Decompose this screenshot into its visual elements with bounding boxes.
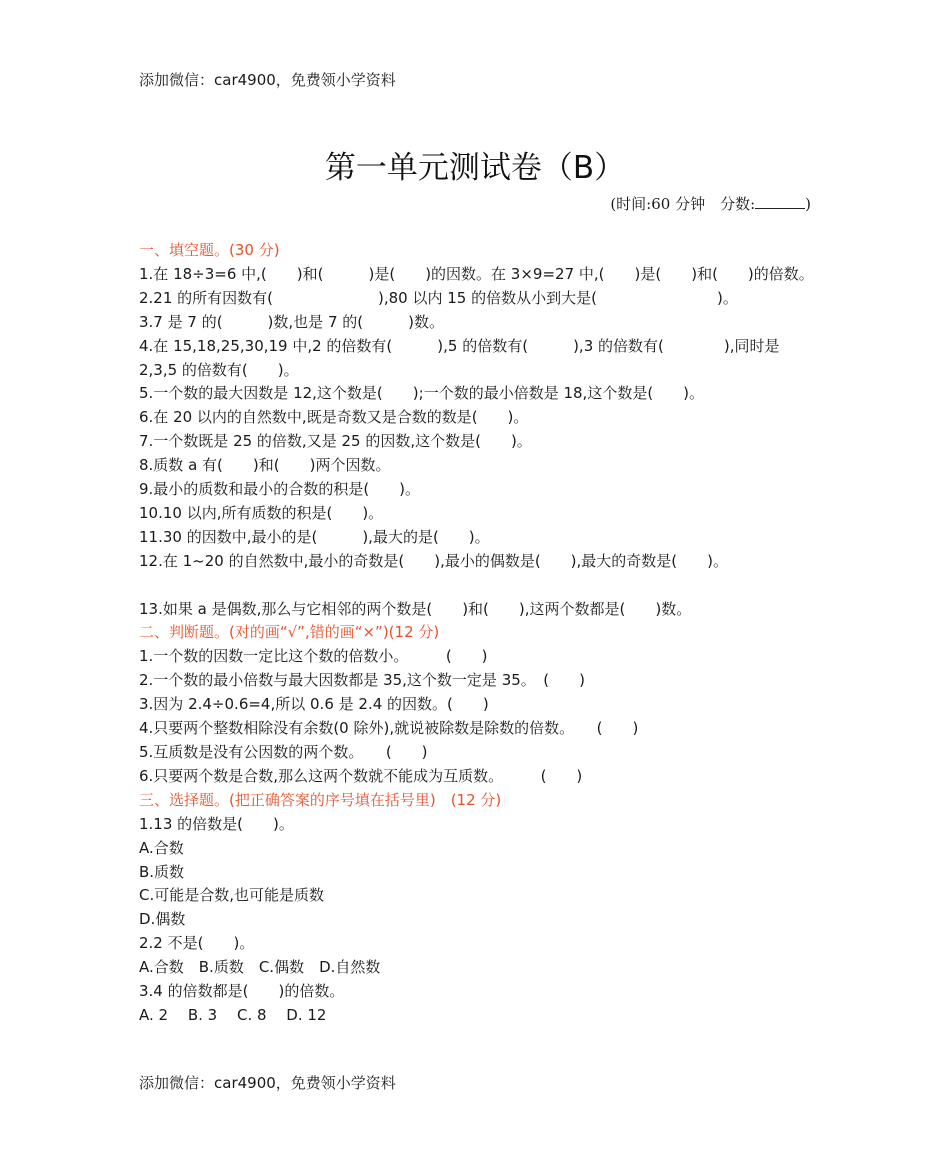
question-item: 3.因为 2.4÷0.6=4,所以 0.6 是 2.4 的因数。( ) bbox=[139, 695, 489, 714]
blank-line bbox=[139, 574, 819, 598]
choice-option: C.可能是合数,也可能是质数 bbox=[139, 886, 325, 905]
time-score-suffix: ) bbox=[805, 195, 811, 213]
time-score-prefix: (时间:60 分钟 分数: bbox=[610, 195, 756, 213]
question-item: 3.7 是 7 的( )数,也是 7 的( )数。 bbox=[139, 312, 444, 331]
section-heading-judge: 二、判断题。(对的画“√”,错的画“×”)(12 分) bbox=[139, 623, 440, 642]
question-item: 13.如果 a 是偶数,那么与它相邻的两个数是( )和( ),这两个数都是( )数。 bbox=[139, 599, 692, 618]
section-heading-fill-blank: 一、填空题。(30 分) bbox=[139, 241, 280, 259]
question-item: 4.只要两个整数相除没有余数(0 除外),就说被除数是除数的倍数。 ( ) bbox=[139, 719, 639, 738]
question-item: 1.13 的倍数是( )。 bbox=[139, 814, 294, 833]
question-item: 4.在 15,18,25,30,19 中,2 的倍数有( ),5 的倍数有( ),3 的倍数有( ),同时是 2,3,5 的倍数有( )。 bbox=[139, 336, 780, 379]
choice-option: A.合数 B.质数 C.偶数 D.自然数 bbox=[139, 958, 381, 977]
question-item: 1.在 18÷3=6 中,( )和( )是( )的因数。在 3×9=27 中,( )是( )和( )的倍数。 bbox=[139, 264, 814, 283]
exam-content bbox=[139, 239, 819, 1028]
question-item: 3.4 的倍数都是( )的倍数。 bbox=[139, 982, 345, 1001]
choice-option: D.偶数 bbox=[139, 910, 186, 929]
question-item: 2.21 的所有因数有( ),80 以内 15 的倍数从小到大是( )。 bbox=[139, 288, 738, 307]
question-item: 2.2 不是( )。 bbox=[139, 934, 255, 953]
choice-option: B.质数 bbox=[139, 862, 185, 881]
question-item: 6.只要两个数是合数,那么这两个数就不能成为互质数。 ( ) bbox=[139, 766, 583, 785]
question-item: 10.10 以内,所有质数的积是( )。 bbox=[139, 503, 384, 522]
question-item: 8.质数 a 有( )和( )两个因数。 bbox=[139, 456, 391, 475]
time-score-line bbox=[610, 192, 811, 216]
question-item: 7.一个数既是 25 的倍数,又是 25 的因数,这个数是( )。 bbox=[139, 432, 532, 451]
question-item: 5.互质数是没有公因数的两个数。 ( ) bbox=[139, 743, 428, 762]
question-item: 12.在 1~20 的自然数中,最小的奇数是( ),最小的偶数是( ),最大的奇数是( )。 bbox=[139, 551, 729, 570]
footer-note: 添加微信：car4900，免费领小学资料 bbox=[139, 1074, 396, 1092]
choice-option: A. 2 B. 3 C. 8 D. 12 bbox=[139, 1005, 327, 1024]
section-heading-choice: 三、选择题。(把正确答案的序号填在括号里) (12 分) bbox=[139, 790, 502, 809]
question-item: 6.在 20 以内的自然数中,既是奇数又是合数的数是( )。 bbox=[139, 408, 529, 427]
question-item: 2.一个数的最小倍数与最大因数都是 35,这个数一定是 35。 ( ) bbox=[139, 671, 585, 690]
question-item: 9.最小的质数和最小的合数的积是( )。 bbox=[139, 480, 421, 499]
choice-option: A.合数 bbox=[139, 838, 184, 857]
page-title: 第一单元测试卷（B） bbox=[324, 150, 626, 186]
question-item: 11.30 的因数中,最小的是( ),最大的是( )。 bbox=[139, 527, 490, 546]
question-item: 5.一个数的最大因数是 12,这个数是( );一个数的最小倍数是 18,这个数是( )。 bbox=[139, 384, 705, 403]
score-blank bbox=[755, 194, 805, 209]
header-note: 添加微信：car4900，免费领小学资料 bbox=[139, 71, 396, 89]
question-item: 1.一个数的因数一定比这个数的倍数小。 ( ) bbox=[139, 647, 488, 666]
